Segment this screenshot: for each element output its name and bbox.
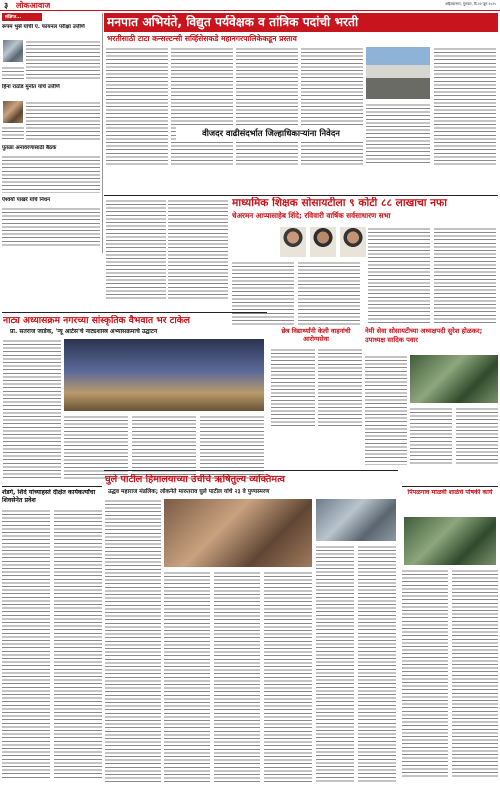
page-number: ३ bbox=[4, 1, 9, 10]
brief-title-1: रूपम भुसे यांची ए. फायनल परीक्षा उत्तीर्ण bbox=[2, 24, 85, 30]
story3-headline: माध्यमिक शिक्षक सोसायटीला ९ कोटी ८८ लाखाचा नफा bbox=[232, 197, 447, 209]
story8-col-3 bbox=[214, 571, 260, 784]
story7 bbox=[2, 486, 102, 786]
brief-title-2: हिना राठोड मुनोत यांचे उत्तीर्ण bbox=[2, 84, 60, 90]
story8 bbox=[104, 470, 398, 790]
story7-col-1 bbox=[2, 509, 50, 779]
story8-col-2 bbox=[164, 571, 210, 784]
story6-col-3 bbox=[456, 407, 498, 465]
story3 bbox=[104, 197, 498, 327]
brief-text-2b bbox=[2, 126, 24, 142]
brief-text-4 bbox=[2, 207, 100, 247]
brief-text-2 bbox=[26, 101, 100, 141]
brief-title-3: पुतळा अनावरणासाठी बैठक bbox=[2, 145, 57, 151]
story3-photo-2 bbox=[310, 227, 336, 257]
lead-story bbox=[104, 13, 498, 193]
story3-text-b bbox=[298, 261, 360, 325]
brief-text-1 bbox=[26, 40, 100, 80]
story3-subheadline: चेअरमन आप्पासाहेब शिंदे; रविवारी वार्षिक सर्वसाधारण सभा bbox=[232, 211, 391, 220]
story5-headline: छेत्र विद्यार्थ्यांनी केली वाहनांची आरोग्यसेवा bbox=[281, 327, 351, 344]
story3-photo-3 bbox=[340, 227, 366, 257]
lead-col-1 bbox=[106, 47, 168, 165]
brief-photo-1 bbox=[3, 40, 23, 62]
story4-col-1 bbox=[3, 339, 61, 479]
story7-headline: शेंडगे, शिंदे यांच्याहस्ते दीक्षेत कार्यकर्त्यांचा शिवसेनेत प्रवेश bbox=[2, 489, 96, 505]
story6-photo bbox=[410, 355, 498, 403]
story4-subheadline: प्रा. सतराज जाडेक, 'न्यू आर्टस'चे नाट्यशास्त्र अभ्यासक्रमाचे उद्घाटन bbox=[10, 328, 158, 335]
edition-line: अहिल्यानगर, गुरुवार, दि.१२ जून २०२५ bbox=[444, 2, 496, 6]
story8-headline: घुले पाटील हिमालयाच्या उंचीचे ऋषितुल्य व्यक्तिमत्व bbox=[105, 474, 285, 485]
lead-headline: मनपात अभियंते, विद्युत पर्यवेक्षक व तांत्रिक पदांची भरती bbox=[107, 15, 359, 29]
lead-subheadline: भरतीसाठी टाटा कन्सल्टन्सी सर्व्हिसेसकडे महानगरपालिकेकडून प्रस्ताव bbox=[107, 34, 297, 43]
paper-name: लोकआवाज bbox=[16, 1, 51, 10]
lead-col-3 bbox=[236, 47, 298, 165]
story4 bbox=[2, 312, 267, 482]
story4-headline: नाट्य अध्यासक्रम नगरच्या सांस्कृतिक वैभवात भर टाकेल bbox=[3, 315, 191, 326]
column-divider bbox=[102, 13, 103, 253]
lead-col-4 bbox=[301, 47, 363, 165]
story3-text-c bbox=[368, 227, 430, 325]
story4-photo bbox=[64, 339, 264, 411]
story8-photo bbox=[164, 499, 312, 567]
story6-col-1 bbox=[365, 355, 407, 465]
brief-text-1b bbox=[2, 66, 24, 80]
brief-photo-2 bbox=[3, 101, 23, 123]
lead-col-2 bbox=[171, 47, 233, 165]
section-rule-1 bbox=[104, 195, 498, 196]
story5-text-b bbox=[318, 348, 362, 428]
lead-photo bbox=[366, 47, 430, 99]
story8-subheadline: उद्धव महाराज मंडलिक; लोकनेते मारुतराव घुले पाटील यांचे २३ वे पुण्यस्मरण bbox=[108, 489, 270, 495]
story3-left-text bbox=[106, 199, 166, 299]
story9-photo bbox=[404, 517, 496, 565]
story7-col-2 bbox=[54, 509, 102, 779]
story5-text bbox=[271, 348, 315, 428]
story8-col-1 bbox=[105, 499, 161, 784]
lead-headline-bar bbox=[104, 13, 498, 32]
story8-col-6 bbox=[358, 545, 396, 784]
story9-col-2 bbox=[452, 569, 498, 779]
story9 bbox=[402, 486, 498, 786]
story6 bbox=[365, 327, 498, 467]
story9-col-1 bbox=[402, 569, 448, 779]
story6-headline: नेमी सेवा सोसायटीच्या अध्यक्षपदी सुरेश होळकर; उपाध्यक्ष सादिक पवार bbox=[365, 327, 483, 344]
story3-left-text2 bbox=[168, 199, 228, 299]
story9-headline: पिंपळगाव माळवी शाळेचे पोषकी कार्य bbox=[407, 489, 493, 496]
story8-col-4 bbox=[264, 571, 312, 784]
story3-text-d bbox=[434, 227, 496, 325]
story6-col-2 bbox=[410, 407, 452, 465]
story8-col-5 bbox=[316, 545, 354, 784]
lead-col-5 bbox=[366, 103, 430, 165]
story8-photo-2 bbox=[316, 499, 396, 541]
lead-col-6 bbox=[434, 47, 496, 165]
story2-headline: वीजदर वाढीसंदर्भात जिल्हाधिकाऱ्यांना निवेदन bbox=[176, 127, 366, 140]
brief-section-label: संक्षिप्त... bbox=[2, 13, 42, 21]
brief-text-3 bbox=[2, 155, 100, 193]
brief-title-4: ऐश्वर्या पाखरे यांचे निधन bbox=[2, 197, 51, 203]
story3-photo-1 bbox=[280, 227, 306, 257]
masthead bbox=[0, 0, 500, 11]
